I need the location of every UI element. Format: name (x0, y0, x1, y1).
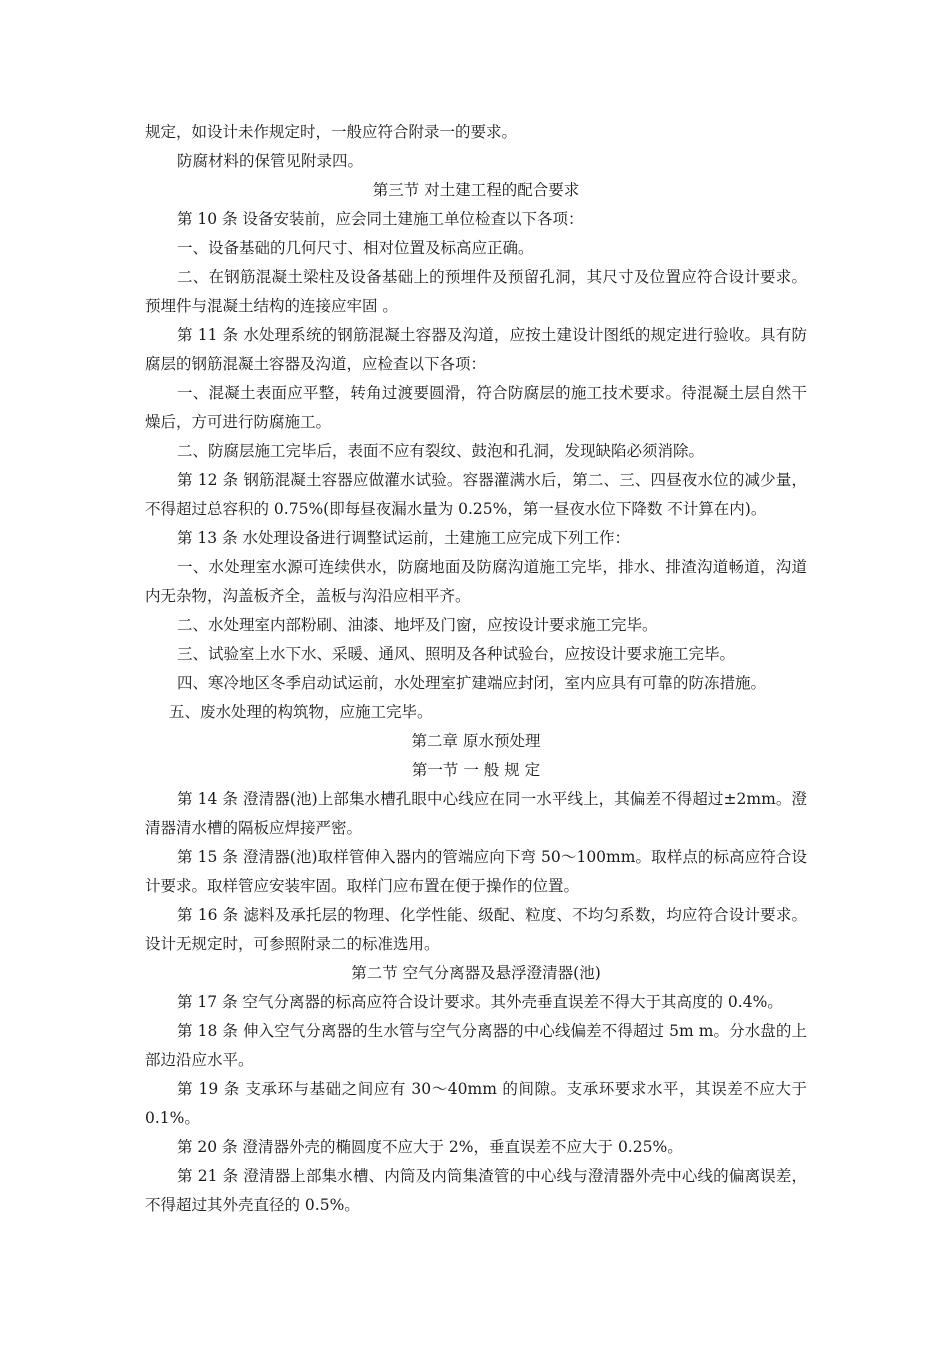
list-item: 二、防腐层施工完毕后，表面不应有裂纹、鼓泡和孔洞，发现缺陷必须消除。 (177, 442, 705, 460)
article-paragraph: 第 12 条 钢筋混凝土容器应做灌水试验。容器灌满水后，第二、三、四昼夜水位的减少量，不得超过总容积的 0.75%(即每昼夜漏水量为 0.25%，第一昼夜水位下降数 不计算在内)。 (145, 471, 807, 518)
article-paragraph: 第 16 条 滤料及承托层的物理、化学性能、级配、粒度、不均匀系数，均应符合设计要求。设计无规定时，可参照附录二的标准选用。 (145, 906, 807, 953)
article-paragraph: 第 17 条 空气分离器的标高应符合设计要求。其外壳垂直误差不得大于其高度的 0.4%。 (177, 993, 783, 1011)
list-item: 二、在钢筋混凝土梁柱及设备基础上的预埋件及预留孔洞，其尺寸及位置应符合设计要求。预埋件与混凝土结构的连接应牢固 。 (145, 268, 807, 315)
article-paragraph: 第 19 条 支承环与基础之间应有 30～40mm 的间隙。支承环要求水平，其误差不应大于 0.1%。 (145, 1080, 807, 1127)
list-item: 五、废水处理的构筑物，应施工完毕。 (169, 703, 433, 721)
section-heading: 第一节 一 般 规 定 (411, 761, 541, 779)
article-paragraph: 第 18 条 伸入空气分离器的生水管与空气分离器的中心线偏差不得超过 5m m。分水盘的上部边沿应水平。 (145, 1022, 807, 1069)
chapter-heading: 第二章 原水预处理 (411, 732, 541, 750)
article-paragraph: 第 15 条 澄清器(池)取样管伸入器内的管端应向下弯 50～100mm。取样点的标高应符合设计要求。取样管应安装牢固。取样门应布置在便于操作的位置。 (145, 848, 807, 895)
list-item: 一、混凝土表面应平整，转角过渡要圆滑，符合防腐层的施工技术要求。待混凝土层自然干燥后，方可进行防腐施工。 (145, 384, 807, 431)
section-heading: 第三节 对土建工程的配合要求 (372, 181, 580, 199)
paragraph: 规定，如设计未作规定时，一般应符合附录一的要求。 (145, 123, 518, 141)
list-item: 四、寒冷地区冬季启动试运前，水处理室扩建端应封闭，室内应具有可靠的防冻措施。 (177, 674, 767, 692)
article-paragraph: 第 13 条 水处理设备进行调整试运前，土建施工应完成下列工作： (177, 529, 631, 547)
paragraph: 防腐材料的保管见附录四。 (177, 152, 364, 170)
article-paragraph: 第 21 条 澄清器上部集水槽、内筒及内筒集渣管的中心线与澄清器外壳中心线的偏离误差，不得超过其外壳直径的 0.5%。 (145, 1167, 807, 1214)
list-item: 二、水处理室内部粉刷、油漆、地坪及门窗，应按设计要求施工完毕。 (177, 616, 658, 634)
list-item: 一、水处理室水源可连续供水，防腐地面及防腐沟道施工完毕，排水、排渣沟道畅道，沟道内无杂物，沟盖板齐全，盖板与沟沿应相平齐。 (145, 558, 807, 605)
document-body (145, 118, 807, 1220)
article-paragraph: 第 20 条 澄清器外壳的椭圆度不应大于 2%，垂直误差不应大于 0.25%。 (177, 1138, 683, 1156)
article-paragraph: 第 10 条 设备安装前，应会同土建施工单位检查以下各项： (177, 210, 584, 228)
list-item: 一、设备基础的几何尺寸、相对位置及标高应正确。 (177, 239, 534, 257)
article-paragraph: 第 14 条 澄清器(池)上部集水槽孔眼中心线应在同一水平线上，其偏差不得超过±2mm。澄清器清水槽的隔板应焊接严密。 (145, 790, 807, 837)
article-paragraph: 第 11 条 水处理系统的钢筋混凝土容器及沟道，应按土建设计图纸的规定进行验收。具有防腐层的钢筋混凝土容器及沟道，应检查以下各项： (145, 326, 807, 373)
list-item: 三、试验室上水下水、采暖、通风、照明及各种试验台，应按设计要求施工完毕。 (177, 645, 736, 663)
section-heading: 第二节 空气分离器及悬浮澄清器(池) (351, 964, 601, 982)
